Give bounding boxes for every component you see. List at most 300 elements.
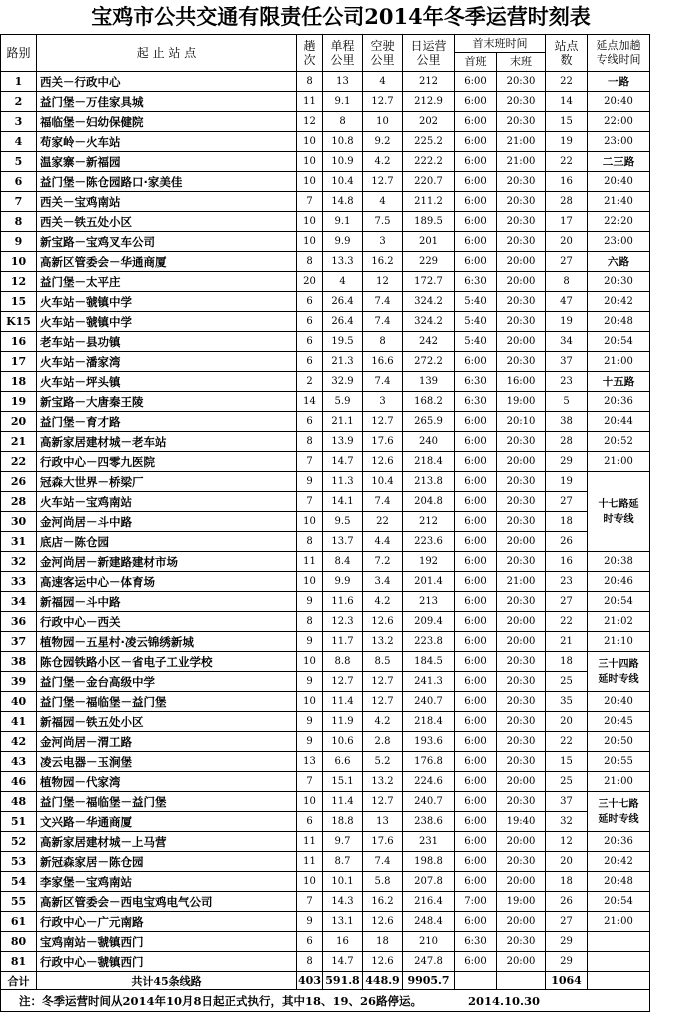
single-km-cell: 11.4 <box>323 792 363 812</box>
first-bus-cell: 6:00 <box>455 232 497 252</box>
station-count-cell: 27 <box>546 912 588 932</box>
first-bus-cell: 6:00 <box>455 952 497 972</box>
empty-km-cell: 12.7 <box>363 672 403 692</box>
last-bus-cell: 20:00 <box>497 252 546 272</box>
table-row <box>1 892 650 912</box>
route-cell: 38 <box>1 652 37 672</box>
empty-km-cell: 3 <box>363 392 403 412</box>
table-row <box>1 392 650 412</box>
station-count-cell: 22 <box>546 72 588 92</box>
extension-time-cell: 20:46 <box>588 572 650 592</box>
empty-km-cell: 13.2 <box>363 632 403 652</box>
single-km-cell: 6.6 <box>323 752 363 772</box>
single-km-cell: 8.8 <box>323 652 363 672</box>
station-count-cell: 37 <box>546 352 588 372</box>
stops-cell: 高新家居建材城－上马营 <box>37 832 297 852</box>
daily-km-cell: 192 <box>403 552 455 572</box>
footer-row <box>1 990 650 1012</box>
trips-cell: 11 <box>297 552 323 572</box>
last-bus-cell: 20:30 <box>497 312 546 332</box>
first-bus-cell: 6:00 <box>455 732 497 752</box>
stops-cell: 凌云电器－玉涧堡 <box>37 752 297 772</box>
totals-trips: 403 <box>297 972 323 990</box>
single-km-cell: 10.9 <box>323 152 363 172</box>
single-km-cell: 32.9 <box>323 372 363 392</box>
trips-cell: 8 <box>297 612 323 632</box>
last-bus-cell: 20:30 <box>497 852 546 872</box>
stops-cell: 金河尚居－渭工路 <box>37 732 297 752</box>
station-count-cell: 28 <box>546 192 588 212</box>
header-daily-km: 日运营 公里 <box>403 35 455 72</box>
station-count-cell: 21 <box>546 632 588 652</box>
single-km-cell: 10.8 <box>323 132 363 152</box>
stops-cell: 西关－行政中心 <box>37 72 297 92</box>
stops-cell: 益门堡－福临堡－益门堡 <box>37 792 297 812</box>
totals-empty: 448.9 <box>363 972 403 990</box>
station-count-cell: 14 <box>546 92 588 112</box>
empty-km-cell: 4 <box>363 72 403 92</box>
trips-cell: 7 <box>297 452 323 472</box>
extension-note-line: 延时专线 <box>598 813 639 825</box>
last-bus-cell: 20:30 <box>497 92 546 112</box>
daily-km-cell: 241.3 <box>403 672 455 692</box>
table-row <box>1 112 650 132</box>
last-bus-cell: 20:00 <box>497 952 546 972</box>
first-bus-cell: 6:00 <box>455 572 497 592</box>
daily-km-cell: 216.4 <box>403 892 455 912</box>
last-bus-cell: 20:30 <box>497 72 546 92</box>
table-row <box>1 652 650 672</box>
single-km-cell: 9.7 <box>323 832 363 852</box>
daily-km-cell: 212 <box>403 512 455 532</box>
empty-km-cell: 10 <box>363 112 403 132</box>
last-bus-cell: 20:30 <box>497 112 546 132</box>
totals-daily: 9905.7 <box>403 972 455 990</box>
route-cell: 51 <box>1 812 37 832</box>
table-row <box>1 772 650 792</box>
first-bus-cell: 6:00 <box>455 72 497 92</box>
table-row <box>1 232 650 252</box>
totals-blank-first <box>455 972 497 990</box>
station-count-cell: 18 <box>546 872 588 892</box>
single-km-cell: 12.7 <box>323 672 363 692</box>
trips-cell: 10 <box>297 652 323 672</box>
daily-km-cell: 193.6 <box>403 732 455 752</box>
first-bus-cell: 6:00 <box>455 552 497 572</box>
route-cell: 1 <box>1 72 37 92</box>
single-km-cell: 9.1 <box>323 212 363 232</box>
last-bus-cell: 20:00 <box>497 772 546 792</box>
single-km-cell: 10.6 <box>323 732 363 752</box>
route-cell: 26 <box>1 472 37 492</box>
station-count-cell: 22 <box>546 612 588 632</box>
single-km-cell: 13 <box>323 72 363 92</box>
last-bus-cell: 20:30 <box>497 692 546 712</box>
stops-cell: 植物园－代家湾 <box>37 772 297 792</box>
route-cell: 3 <box>1 112 37 132</box>
first-bus-cell: 6:00 <box>455 472 497 492</box>
daily-km-cell: 176.8 <box>403 752 455 772</box>
single-km-cell: 13.9 <box>323 432 363 452</box>
daily-km-cell: 212.9 <box>403 92 455 112</box>
stops-cell: 金河尚居－斗中路 <box>37 512 297 532</box>
extension-time-cell: 21:00 <box>588 772 650 792</box>
single-km-cell: 8.7 <box>323 852 363 872</box>
trips-cell: 2 <box>297 372 323 392</box>
stops-cell: 新宝路－大唐秦王陵 <box>37 392 297 412</box>
trips-cell: 10 <box>297 692 323 712</box>
stops-cell: 文兴路－华通商厦 <box>37 812 297 832</box>
first-bus-cell: 6:00 <box>455 132 497 152</box>
route-cell: 34 <box>1 592 37 612</box>
timetable-body <box>1 72 650 972</box>
station-count-cell: 19 <box>546 132 588 152</box>
table-row <box>1 792 650 812</box>
daily-km-cell: 213.8 <box>403 472 455 492</box>
first-bus-cell: 6:00 <box>455 512 497 532</box>
stops-cell: 新冠森家居－陈仓园 <box>37 852 297 872</box>
single-km-cell: 8.4 <box>323 552 363 572</box>
trips-cell: 8 <box>297 952 323 972</box>
stops-cell: 宝鸡南站－虢镇西门 <box>37 932 297 952</box>
single-km-cell: 5.9 <box>323 392 363 412</box>
extension-time-cell: 20:36 <box>588 832 650 852</box>
empty-km-cell: 12.6 <box>363 612 403 632</box>
extension-time-cell: 21:00 <box>588 352 650 372</box>
trips-cell: 10 <box>297 232 323 252</box>
empty-km-cell: 7.4 <box>363 852 403 872</box>
single-km-cell: 11.9 <box>323 712 363 732</box>
station-count-cell: 20 <box>546 852 588 872</box>
timetable-table <box>0 34 650 1012</box>
station-count-cell: 26 <box>546 532 588 552</box>
table-row <box>1 472 650 492</box>
trips-cell: 6 <box>297 332 323 352</box>
daily-km-cell: 189.5 <box>403 212 455 232</box>
station-count-cell: 18 <box>546 512 588 532</box>
daily-km-cell: 212 <box>403 72 455 92</box>
footer-note: 注：冬季运营时间从2014年10月8日起正式执行，其中18、19、26路停运。 <box>19 993 423 1008</box>
daily-km-cell: 139 <box>403 372 455 392</box>
daily-km-cell: 231 <box>403 832 455 852</box>
last-bus-cell: 20:00 <box>497 912 546 932</box>
daily-km-cell: 223.6 <box>403 532 455 552</box>
first-bus-cell: 6:30 <box>455 392 497 412</box>
table-row <box>1 632 650 652</box>
station-count-cell: 15 <box>546 112 588 132</box>
station-count-cell: 27 <box>546 492 588 512</box>
first-bus-cell: 6:00 <box>455 92 497 112</box>
empty-km-cell: 3.4 <box>363 572 403 592</box>
first-bus-cell: 6:00 <box>455 712 497 732</box>
route-cell: 36 <box>1 612 37 632</box>
daily-km-cell: 201.4 <box>403 572 455 592</box>
daily-km-cell: 240 <box>403 432 455 452</box>
empty-km-cell: 18 <box>363 932 403 952</box>
daily-km-cell: 324.2 <box>403 312 455 332</box>
last-bus-cell: 20:30 <box>497 552 546 572</box>
extension-time-cell: 20:40 <box>588 692 650 712</box>
last-bus-cell: 20:00 <box>497 632 546 652</box>
trips-cell: 7 <box>297 772 323 792</box>
empty-km-cell: 7.2 <box>363 552 403 572</box>
extension-time-cell: 20:48 <box>588 872 650 892</box>
last-bus-cell: 20:30 <box>497 652 546 672</box>
last-bus-cell: 20:30 <box>497 512 546 532</box>
extension-time-cell: 20:55 <box>588 752 650 772</box>
station-count-cell: 35 <box>546 692 588 712</box>
extension-time-cell: 六路 <box>588 252 650 272</box>
trips-cell: 9 <box>297 712 323 732</box>
extension-note-line: 三十七路 <box>598 798 639 810</box>
empty-km-cell: 12.6 <box>363 912 403 932</box>
empty-km-cell: 3 <box>363 232 403 252</box>
single-km-cell: 10.4 <box>323 172 363 192</box>
daily-km-cell: 272.2 <box>403 352 455 372</box>
first-bus-cell: 6:00 <box>455 352 497 372</box>
empty-km-cell: 12.7 <box>363 692 403 712</box>
extension-time-cell: 20:30 <box>588 272 650 292</box>
single-km-cell: 14.7 <box>323 952 363 972</box>
daily-km-cell: 247.8 <box>403 952 455 972</box>
route-cell: 6 <box>1 172 37 192</box>
single-km-cell: 9.9 <box>323 572 363 592</box>
route-cell: 9 <box>1 232 37 252</box>
header-timetable: 首末班时间 <box>455 35 546 53</box>
table-row <box>1 412 650 432</box>
table-row <box>1 292 650 312</box>
route-cell: 2 <box>1 92 37 112</box>
trips-cell: 6 <box>297 812 323 832</box>
route-cell: 80 <box>1 932 37 952</box>
trips-cell: 10 <box>297 512 323 532</box>
header-empty-km: 空驶 公里 <box>363 35 403 72</box>
header-single-km: 单程 公里 <box>323 35 363 72</box>
route-cell: 28 <box>1 492 37 512</box>
daily-km-cell: 248.4 <box>403 912 455 932</box>
single-km-cell: 13.1 <box>323 912 363 932</box>
empty-km-cell: 5.2 <box>363 752 403 772</box>
route-cell: 19 <box>1 392 37 412</box>
route-cell: K15 <box>1 312 37 332</box>
table-row <box>1 372 650 392</box>
empty-km-cell: 7.4 <box>363 312 403 332</box>
last-bus-cell: 20:30 <box>497 292 546 312</box>
route-cell: 22 <box>1 452 37 472</box>
extension-time-cell: 20:50 <box>588 732 650 752</box>
stops-cell: 福临堡－妇幼保健院 <box>37 112 297 132</box>
extension-time-cell: 20:54 <box>588 892 650 912</box>
extension-note-line: 十七路延 <box>598 498 639 510</box>
extension-note-line: 延时专线 <box>598 673 639 685</box>
first-bus-cell: 6:00 <box>455 812 497 832</box>
station-count-cell: 20 <box>546 232 588 252</box>
trips-cell: 6 <box>297 352 323 372</box>
empty-km-cell: 12.7 <box>363 412 403 432</box>
trips-cell: 6 <box>297 292 323 312</box>
daily-km-cell: 172.7 <box>403 272 455 292</box>
single-km-cell: 26.4 <box>323 292 363 312</box>
last-bus-cell: 20:30 <box>497 472 546 492</box>
stops-cell: 火车站－坪头镇 <box>37 372 297 392</box>
extension-time-cell: 20:52 <box>588 432 650 452</box>
stops-cell: 温家寨－新福园 <box>37 152 297 172</box>
first-bus-cell: 5:40 <box>455 332 497 352</box>
daily-km-cell: 229 <box>403 252 455 272</box>
extension-time-cell <box>588 952 650 972</box>
station-count-cell: 20 <box>546 712 588 732</box>
extension-time-cell: 20:42 <box>588 292 650 312</box>
route-cell: 8 <box>1 212 37 232</box>
daily-km-cell: 265.9 <box>403 412 455 432</box>
table-row <box>1 272 650 292</box>
first-bus-cell: 6:00 <box>455 852 497 872</box>
extension-time-cell: 20:42 <box>588 852 650 872</box>
first-bus-cell: 6:00 <box>455 252 497 272</box>
single-km-cell: 9.1 <box>323 92 363 112</box>
route-cell: 10 <box>1 252 37 272</box>
stops-cell: 火车站－潘家湾 <box>37 352 297 372</box>
trips-cell: 11 <box>297 852 323 872</box>
empty-km-cell: 4.2 <box>363 712 403 732</box>
last-bus-cell: 20:00 <box>497 872 546 892</box>
totals-blank-last <box>497 972 546 990</box>
table-row <box>1 952 650 972</box>
station-count-cell: 38 <box>546 412 588 432</box>
table-row <box>1 172 650 192</box>
trips-cell: 9 <box>297 912 323 932</box>
empty-km-cell: 8.5 <box>363 652 403 672</box>
route-cell: 18 <box>1 372 37 392</box>
daily-km-cell: 201 <box>403 232 455 252</box>
single-km-cell: 14.3 <box>323 892 363 912</box>
last-bus-cell: 20:00 <box>497 452 546 472</box>
route-cell: 5 <box>1 152 37 172</box>
trips-cell: 10 <box>297 172 323 192</box>
header-station-count: 站点 数 <box>546 35 588 72</box>
first-bus-cell: 6:00 <box>455 532 497 552</box>
single-km-cell: 14.1 <box>323 492 363 512</box>
first-bus-cell: 6:00 <box>455 672 497 692</box>
empty-km-cell: 7.5 <box>363 212 403 232</box>
trips-cell: 6 <box>297 412 323 432</box>
totals-station-count: 1064 <box>546 972 588 990</box>
page-title: 宝鸡市公共交通有限责任公司2014年冬季运营时刻表 <box>91 4 591 29</box>
last-bus-cell: 20:30 <box>497 432 546 452</box>
trips-cell: 14 <box>297 392 323 412</box>
stops-cell: 益门堡－金台高级中学 <box>37 672 297 692</box>
trips-cell: 10 <box>297 132 323 152</box>
stops-cell: 益门堡－福临堡－益门堡 <box>37 692 297 712</box>
empty-km-cell: 9.2 <box>363 132 403 152</box>
empty-km-cell: 7.4 <box>363 492 403 512</box>
daily-km-cell: 210 <box>403 932 455 952</box>
single-km-cell: 11.7 <box>323 632 363 652</box>
table-row <box>1 832 650 852</box>
last-bus-cell: 19:40 <box>497 812 546 832</box>
empty-km-cell: 17.6 <box>363 832 403 852</box>
daily-km-cell: 220.7 <box>403 172 455 192</box>
empty-km-cell: 16.6 <box>363 352 403 372</box>
last-bus-cell: 20:00 <box>497 832 546 852</box>
stops-cell: 新宝路－宝鸡叉车公司 <box>37 232 297 252</box>
single-km-cell: 13.7 <box>323 532 363 552</box>
trips-cell: 11 <box>297 92 323 112</box>
extension-time-cell: 21:40 <box>588 192 650 212</box>
trips-cell: 12 <box>297 112 323 132</box>
station-count-cell: 32 <box>546 812 588 832</box>
table-row <box>1 592 650 612</box>
last-bus-cell: 20:30 <box>497 712 546 732</box>
header-trips: 趟 次 <box>297 35 323 72</box>
single-km-cell: 26.4 <box>323 312 363 332</box>
first-bus-cell: 6:00 <box>455 632 497 652</box>
route-cell: 42 <box>1 732 37 752</box>
table-row <box>1 492 650 512</box>
daily-km-cell: 242 <box>403 332 455 352</box>
table-row <box>1 552 650 572</box>
single-km-cell: 11.3 <box>323 472 363 492</box>
daily-km-cell: 211.2 <box>403 192 455 212</box>
daily-km-cell: 198.8 <box>403 852 455 872</box>
station-count-cell: 12 <box>546 832 588 852</box>
single-km-cell: 10.1 <box>323 872 363 892</box>
daily-km-cell: 184.5 <box>403 652 455 672</box>
empty-km-cell: 12.7 <box>363 92 403 112</box>
single-km-cell: 4 <box>323 272 363 292</box>
daily-km-cell: 240.7 <box>403 692 455 712</box>
daily-km-cell: 204.8 <box>403 492 455 512</box>
trips-cell: 8 <box>297 72 323 92</box>
station-count-cell: 27 <box>546 252 588 272</box>
daily-km-cell: 324.2 <box>403 292 455 312</box>
last-bus-cell: 19:00 <box>497 392 546 412</box>
last-bus-cell: 20:00 <box>497 532 546 552</box>
first-bus-cell: 6:00 <box>455 152 497 172</box>
daily-km-cell: 218.4 <box>403 452 455 472</box>
empty-km-cell: 7.4 <box>363 372 403 392</box>
trips-cell: 7 <box>297 892 323 912</box>
table-row <box>1 72 650 92</box>
route-cell: 15 <box>1 292 37 312</box>
last-bus-cell: 20:30 <box>497 752 546 772</box>
extension-time-cell: 二三路 <box>588 152 650 172</box>
daily-km-cell: 168.2 <box>403 392 455 412</box>
daily-km-cell: 222.2 <box>403 152 455 172</box>
stops-cell: 陈仓园铁路小区－省电子工业学校 <box>37 652 297 672</box>
table-row <box>1 132 650 152</box>
first-bus-cell: 6:30 <box>455 932 497 952</box>
single-km-cell: 11.6 <box>323 592 363 612</box>
empty-km-cell: 22 <box>363 512 403 532</box>
daily-km-cell: 224.6 <box>403 772 455 792</box>
extension-time-cell: 20:36 <box>588 392 650 412</box>
route-cell: 53 <box>1 852 37 872</box>
totals-single: 591.8 <box>323 972 363 990</box>
single-km-cell: 21.1 <box>323 412 363 432</box>
route-cell: 40 <box>1 692 37 712</box>
stops-cell: 火车站－宝鸡南站 <box>37 492 297 512</box>
extension-time-cell: 20:40 <box>588 92 650 112</box>
extension-time-cell: 20:40 <box>588 172 650 192</box>
last-bus-cell: 20:30 <box>497 732 546 752</box>
stops-cell: 李家堡－宝鸡南站 <box>37 872 297 892</box>
trips-cell: 9 <box>297 632 323 652</box>
table-row <box>1 732 650 752</box>
station-count-cell: 16 <box>546 172 588 192</box>
route-cell: 20 <box>1 412 37 432</box>
last-bus-cell: 21:00 <box>497 132 546 152</box>
